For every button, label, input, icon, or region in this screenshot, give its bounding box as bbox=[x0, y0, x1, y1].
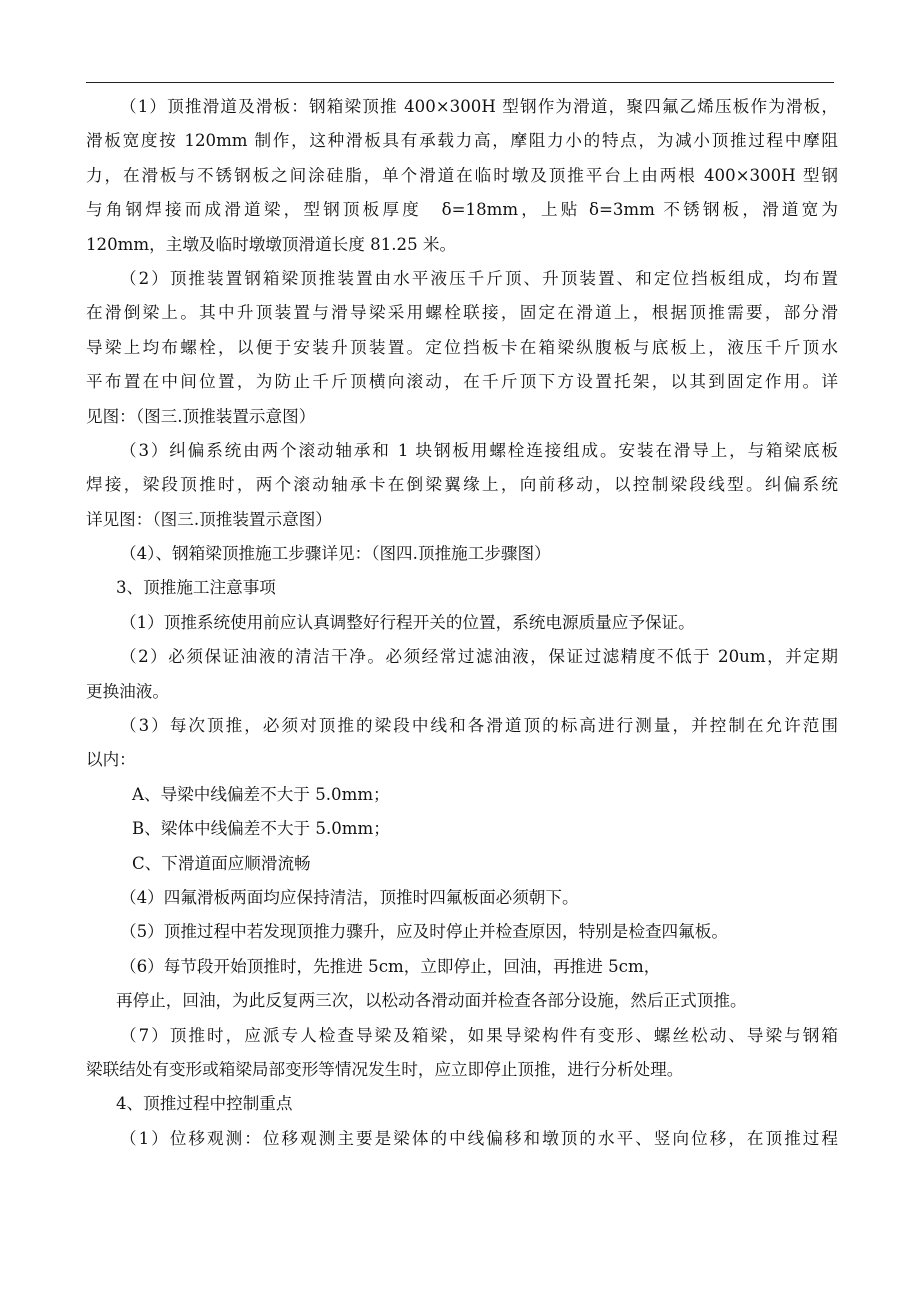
section-4-item-1-line-1: （1）位移观测：位移观测主要是梁体的中线偏移和墩顶的水平、竖向位移，在顶推过程 bbox=[120, 1128, 838, 1148]
paragraph-2-line-3: 导梁上均布螺栓，以便于安装升顶装置。定位挡板卡在箱梁纵腹板与底板上，液压千斤顶水 bbox=[86, 337, 838, 357]
paragraph-1-line-2: 滑板宽度按 120mm 制作，这种滑板具有承载力高，摩阻力小的特点，为减小顶推过程中摩阻 bbox=[86, 131, 838, 151]
document-body bbox=[86, 90, 838, 1156]
paragraph-1-line-3: 力，在滑板与不锈钢板之间涂硅脂，单个滑道在临时墩及顶推平台上由两根 400×300H 型钢 bbox=[86, 165, 838, 185]
item-6-line-1: （6）每节段开始顶推时，先推进 5cm，立即停止，回油，再推进 5cm， bbox=[120, 956, 661, 976]
paragraph-2-line-5: 见图：（图三.顶推装置示意图） bbox=[86, 406, 316, 426]
paragraph-1-line-5: 120mm，主墩及临时墩墩顶滑道长度 81.25 米。 bbox=[86, 234, 457, 254]
item-4-line-1: （4）四氟滑板两面均应保持清洁，顶推时四氟板面必须朝下。 bbox=[120, 887, 579, 907]
header-rule bbox=[86, 82, 834, 83]
section-3-heading: 3、顶推施工注意事项 bbox=[116, 578, 276, 598]
item-3-line-2: 以内： bbox=[86, 750, 136, 770]
item-2-line-2: 更换油液。 bbox=[86, 681, 169, 701]
item-7-line-1: （7）顶推时，应派专人检查导梁及箱梁，如果导梁构件有变形、螺丝松动、导梁与钢箱 bbox=[120, 1025, 838, 1045]
paragraph-3-line-3: 详见图：（图三.顶推装置示意图） bbox=[86, 509, 332, 529]
section-4-heading: 4、顶推过程中控制重点 bbox=[116, 1094, 293, 1114]
item-3-line-1: （3）每次顶推，必须对顶推的梁段中线和各滑道顶的标高进行测量，并控制在允许范围 bbox=[120, 716, 838, 736]
paragraph-1-line-1: （1）顶推滑道及滑板：钢箱梁顶推 400×300H 型钢作为滑道，聚四氟乙烯压板作为滑板， bbox=[120, 97, 838, 116]
item-5-line-1: （5）顶推过程中若发现顶推力骤升，应及时停止并检查原因，特别是检查四氟板。 bbox=[120, 922, 728, 942]
paragraph-4-line-1: （4）、钢箱梁顶推施工步骤详见：（图四.顶推施工步骤图） bbox=[120, 544, 551, 564]
paragraph-2-line-2: 在滑倒梁上。其中升顶装置与滑导梁采用螺栓联接，固定在滑道上，根据顶推需要，部分滑 bbox=[86, 303, 838, 323]
paragraph-2-line-4: 平布置在中间位置，为防止千斤顶横向滚动，在千斤顶下方设置托架，以其到固定作用。详 bbox=[86, 372, 838, 392]
item-1-line-1: （1）顶推系统使用前应认真调整好行程开关的位置，系统电源质量应予保证。 bbox=[120, 612, 695, 632]
paragraph-2-line-1: （2）顶推装置钢箱梁顶推装置由水平液压千斤顶、升顶装置、和定位挡板组成，均布置 bbox=[120, 268, 838, 288]
sub-item-c: C、下滑道面应顺滑流畅 bbox=[132, 853, 311, 873]
item-7-line-2: 梁联结处有变形或箱梁局部变形等情况发生时，应立即停止顶推，进行分析处理。 bbox=[86, 1059, 684, 1079]
paragraph-1-line-4: 与角钢焊接而成滑道梁，型钢顶板厚度 δ=18mm，上贴 δ=3mm 不锈钢板，滑道宽为 bbox=[86, 200, 838, 220]
paragraph-3-line-2: 焊接，梁段顶推时，两个滚动轴承卡在倒梁翼缘上，向前移动，以控制梁段线型。纠偏系统 bbox=[86, 475, 838, 495]
sub-item-b: B、梁体中线偏差不大于 5.0mm； bbox=[132, 819, 390, 839]
item-6-line-2: 再停止，回油，为此反复两三次，以松动各滑动面并检查各部分设施，然后正式顶推。 bbox=[116, 991, 747, 1011]
paragraph-3-line-1: （3）纠偏系统由两个滚动轴承和 1 块钢板用螺栓连接组成。安装在滑导上，与箱梁底板 bbox=[120, 440, 838, 460]
sub-item-a: A、导梁中线偏差不大于 5.0mm； bbox=[132, 784, 390, 804]
item-2-line-1: （2）必须保证油液的清洁干净。必须经常过滤油液，保证过滤精度不低于 20um，并定期 bbox=[120, 647, 838, 667]
